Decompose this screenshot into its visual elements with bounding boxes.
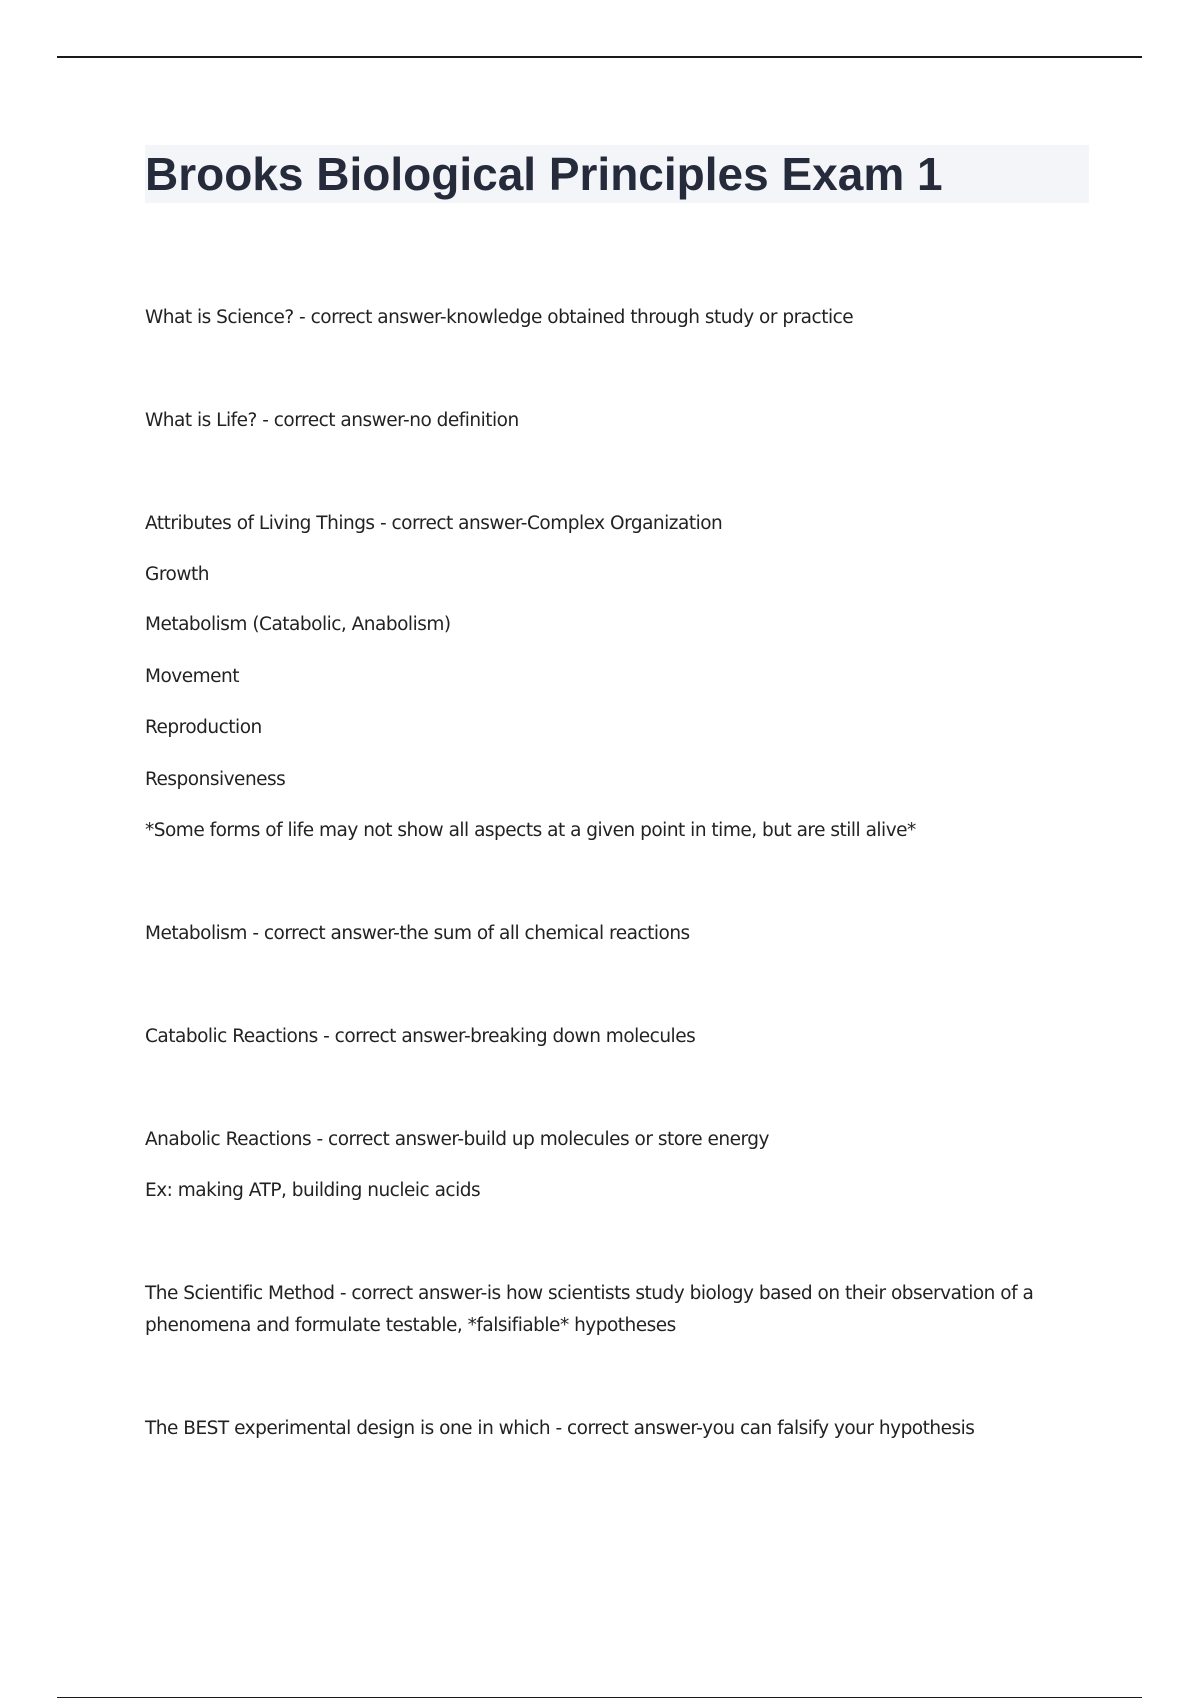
qa-entry: The BEST experimental design is one in which - correct answer-you can falsify your hypothesis: [145, 1418, 975, 1439]
qa-entry: Anabolic Reactions - correct answer-build up molecules or store energy: [145, 1129, 769, 1150]
answer-line: Movement: [145, 666, 239, 687]
page-title: Brooks Biological Principles Exam 1: [145, 148, 943, 200]
qa-entry: Attributes of Living Things - correct answer-Complex Organization: [145, 513, 723, 534]
qa-entry: The Scientific Method - correct answer-is how scientists study biology based on their observation of a phenomena and formulate testable, *falsifiable* hypotheses: [145, 1283, 1034, 1336]
answer-line: Reproduction: [145, 717, 262, 738]
qa-entry: What is Science? - correct answer-knowledge obtained through study or practice: [145, 307, 854, 328]
answer-line: Ex: making ATP, building nucleic acids: [145, 1180, 481, 1201]
bottom-divider: [57, 1697, 1142, 1698]
answer-line: Metabolism (Catabolic, Anabolism): [145, 614, 451, 635]
qa-entry: What is Life? - correct answer-no definition: [145, 410, 519, 431]
answer-line: Responsiveness: [145, 769, 286, 790]
qa-entry: Metabolism - correct answer-the sum of all chemical reactions: [145, 923, 690, 944]
answer-note: *Some forms of life may not show all aspects at a given point in time, but are still alive*: [145, 820, 916, 841]
answer-line: Growth: [145, 564, 209, 585]
qa-entry: Catabolic Reactions - correct answer-breaking down molecules: [145, 1026, 696, 1047]
top-divider: [57, 56, 1142, 58]
